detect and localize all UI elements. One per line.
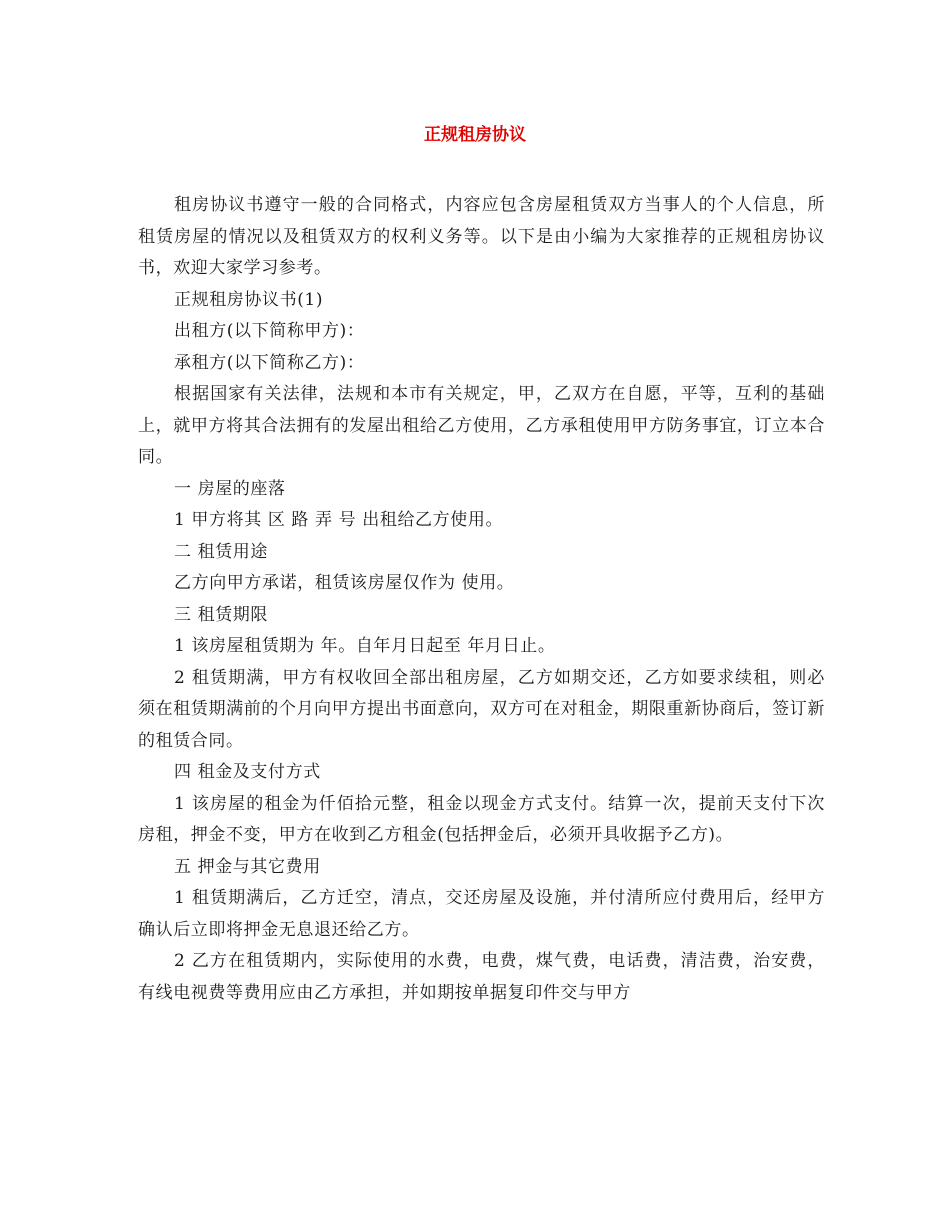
section-heading-deposit: 五 押金与其它费用 [174, 856, 321, 877]
document-body [138, 190, 825, 1009]
section-heading-location: 一 房屋的座落 [174, 478, 286, 499]
section-heading-purpose: 二 租赁用途 [174, 541, 269, 562]
paragraph-lessee: 承租方(以下简称乙方)： [174, 352, 365, 373]
paragraph-deposit-1: 1 租赁期满后，乙方迁空，清点，交还房屋及设施，并付清所应付费用后，经甲方确认后立即将押金无息退还给乙方。 [138, 888, 825, 940]
paragraph-term-1: 1 该房屋租赁期为 年。自年月日起至 年月日止。 [174, 636, 556, 656]
section-heading-term: 三 租赁期限 [174, 604, 269, 625]
paragraph-term-2: 2 租赁期满，甲方有权收回全部出租房屋，乙方如期交还，乙方如要求续租，则必须在租赁期满前的个月向甲方提出书面意向，双方可在对租金，期限重新协商后，签订新的租赁合同。 [138, 667, 825, 751]
document-title: 正规租房协议 [424, 125, 526, 145]
paragraph-agreement-heading: 正规租房协议书(1) [174, 289, 324, 310]
paragraph-intro: 租房协议书遵守一般的合同格式，内容应包含房屋租赁双方当事人的个人信息，所租赁房屋的情况以及租赁双方的权利义务等。以下是由小编为大家推荐的正规租房协议书，欢迎大家学习参考。 [138, 195, 825, 278]
paragraph-deposit-2: 2 乙方在租赁期内，实际使用的水费，电费，煤气费，电话费，清洁费，治安费，有线电视费等费用应由乙方承担，并如期按单据复印件交与甲方 [138, 951, 825, 1003]
paragraph-preamble: 根据国家有关法律，法规和本市有关规定，甲，乙双方在自愿，平等，互利的基础上，就甲方将其合法拥有的发屋出租给乙方使用，乙方承租使用甲方防务事宜，订立本合同。 [138, 384, 825, 467]
paragraph-rent-1: 1 该房屋的租金为仟佰拾元整，租金以现金方式支付。结算一次，提前天支付下次房租，押金不变，甲方在收到乙方租金(包括押金后，必须开具收据予乙方)。 [138, 793, 825, 845]
paragraph-location-1: 1 甲方将其 区 路 弄 号 出租给乙方使用。 [174, 510, 504, 530]
paragraph-lessor: 出租方(以下简称甲方)： [174, 321, 365, 341]
section-heading-rent: 四 租金及支付方式 [174, 762, 321, 782]
paragraph-purpose: 乙方向甲方承诺，租赁该房屋仅作为 使用。 [174, 573, 515, 593]
